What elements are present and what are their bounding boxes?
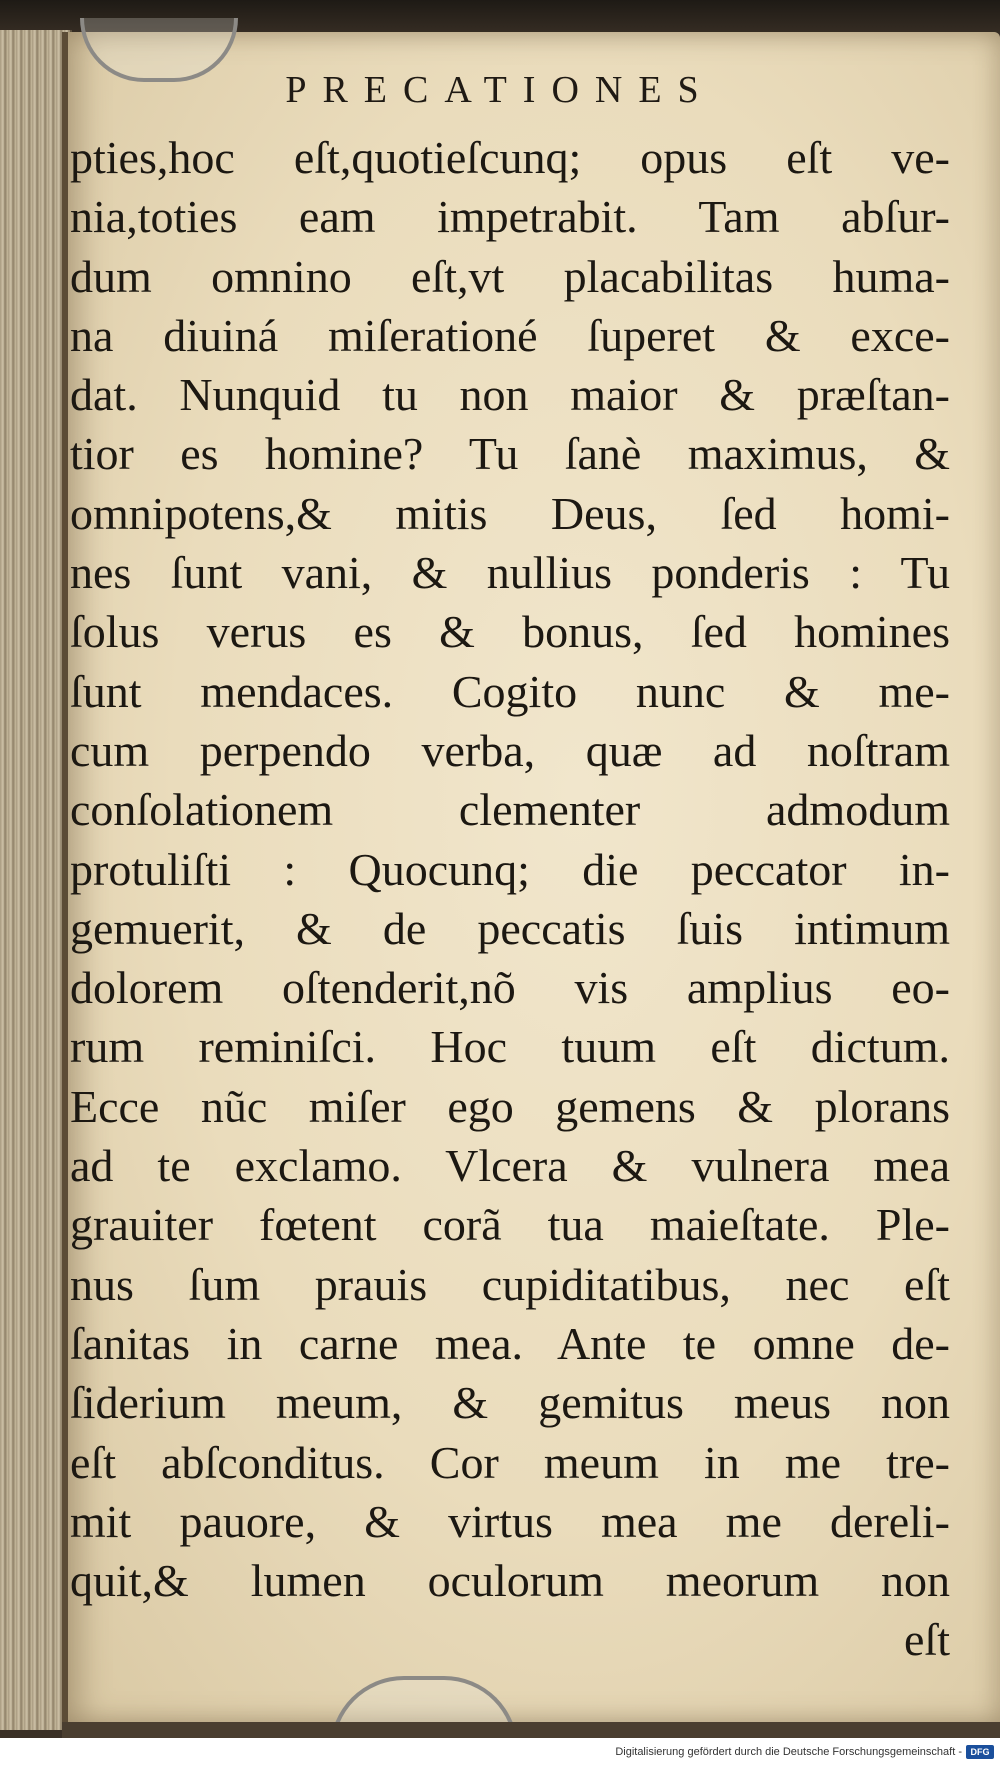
- text-line: ad te exclamo. Vlcera & vulnera mea: [70, 1140, 950, 1192]
- text-line: pties,hoc eſt,quotieſcunq; opus eſt ve-: [70, 132, 950, 183]
- catchword: eſt: [904, 1614, 950, 1666]
- text-line: dat. Nunquid tu non maior & præſtan-: [70, 369, 950, 421]
- text-line: na diuiná miſerationé ſuperet & exce-: [70, 309, 950, 361]
- text-line: tior es homine? Tu ſanè maximus, &: [70, 428, 950, 480]
- text-line: gemuerit, & de peccatis ſuis intimum: [70, 902, 950, 954]
- text-line: ſanitas in carne mea. Ante te omne de-: [70, 1317, 950, 1369]
- text-line: quit,& lumen oculorum meorum non: [70, 1555, 950, 1607]
- text-line: dum omnino eſt,vt placabilitas huma-: [70, 250, 950, 302]
- text-line: protuliſti : Quocunq; die peccator in-: [70, 843, 950, 895]
- text-block: [70, 128, 950, 1670]
- running-head: PRECATIONES: [285, 69, 715, 111]
- page-inner-edge: [62, 32, 68, 1724]
- text-line: nia,toties eam impetrabit. Tam abſur-: [70, 191, 950, 243]
- text-line: ſiderium meum, & gemitus meus non: [70, 1377, 950, 1429]
- text-line: conſolationem clementer admodum: [70, 784, 950, 836]
- text-line: rum reminiſci. Hoc tuum eſt dictum.: [70, 1021, 950, 1073]
- text-line: mit pauore, & virtus mea me dereli-: [70, 1495, 950, 1547]
- page-bottom-edge: [62, 1722, 1000, 1738]
- text-line: cum perpendo verba, quæ ad noſtram: [70, 724, 950, 776]
- text-line: eſt abſconditus. Cor meum in me tre-: [70, 1436, 950, 1488]
- funding-credit: Digitalisierung gefördert durch die Deutsche Forschungsgemeinschaft -: [615, 1746, 962, 1758]
- text-line: ſunt mendaces. Cogito nunc & me-: [70, 665, 950, 717]
- text-line: nus ſum prauis cupiditatibus, nec eſt: [70, 1258, 950, 1310]
- text-line: Ecce nũc miſer ego gemens & plorans: [70, 1080, 950, 1132]
- text-line: omnipotens,& mitis Deus, ſed homi-: [70, 487, 950, 539]
- text-line: grauiter fœtent corã tua maieſtate. Ple-: [70, 1199, 950, 1251]
- dfg-logo: DFG: [966, 1745, 994, 1759]
- text-line: ſolus verus es & bonus, ſed homines: [70, 606, 950, 658]
- text-line: nes ſunt vani, & nullius ponderis : Tu: [70, 547, 950, 599]
- text-line: dolorem oſtenderit,nõ vis amplius eo-: [70, 962, 950, 1014]
